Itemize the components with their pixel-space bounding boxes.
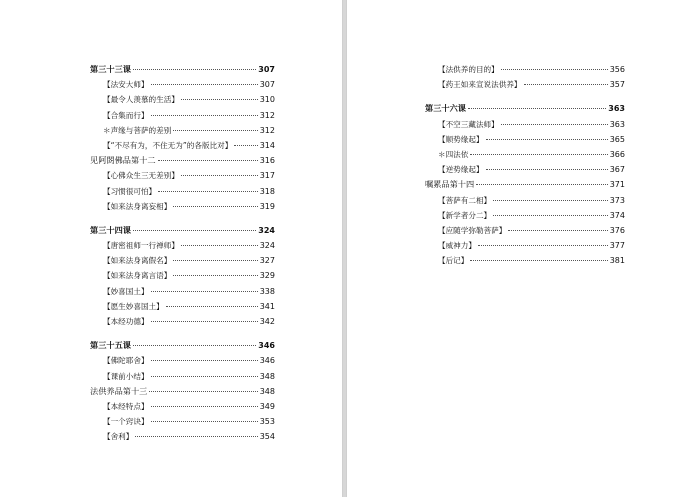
- toc-page-number: 365: [609, 134, 625, 144]
- right-page: [346, 0, 690, 497]
- dot-leader: [151, 376, 258, 377]
- toc-page-number: 356: [609, 65, 625, 74]
- toc-page-number: 318: [259, 186, 275, 196]
- toc-page-number: 353: [259, 417, 275, 427]
- toc-subentry: [90, 429, 275, 444]
- dot-leader: [151, 321, 258, 322]
- toc-entry-title: ＊声缘与菩萨的差别: [103, 125, 172, 135]
- toc-entry-title: 见阿閦佛品第十二: [90, 155, 156, 166]
- toc-subentry: [90, 108, 275, 123]
- toc-list-right: [425, 62, 625, 268]
- toc-entry-title: 【课前小结】: [103, 371, 149, 381]
- dot-leader: [151, 84, 258, 85]
- toc-subentry: [90, 123, 275, 138]
- toc-entry-title: 【不空三藏法师】: [438, 119, 499, 129]
- left-page: [0, 0, 343, 497]
- toc-subentry: [425, 193, 625, 208]
- toc-page-number: 314: [259, 140, 275, 150]
- toc-subentry: [90, 353, 275, 368]
- toc-subentry: [425, 62, 625, 77]
- toc-page-number: 307: [258, 65, 275, 74]
- toc-entry-title: 【法供养的目的】: [438, 65, 499, 74]
- toc-subentry: [90, 314, 275, 329]
- dot-leader: [524, 84, 608, 85]
- dot-leader: [173, 275, 257, 276]
- toc-entry-title: 法供养品第十三: [90, 385, 148, 396]
- dot-leader: [508, 230, 607, 231]
- toc-subentry: [90, 92, 275, 107]
- toc-page-number: 374: [609, 210, 625, 220]
- toc-page-number: 346: [259, 356, 275, 366]
- toc-page-number: 319: [259, 201, 275, 211]
- toc-chapter-entry: [90, 338, 275, 353]
- toc-entry-title: 【法安大师】: [103, 80, 149, 90]
- toc-page-number: 366: [609, 149, 625, 159]
- dot-leader: [470, 260, 607, 261]
- toc-subentry: [90, 399, 275, 414]
- dot-leader: [133, 230, 256, 231]
- toc-entry-title: 【新学者分二】: [438, 210, 492, 220]
- toc-entry-title: 嘱累品第十四: [425, 179, 475, 190]
- toc-entry-title: 【妙喜国土】: [103, 286, 149, 296]
- toc-subentry: [90, 138, 275, 153]
- dot-leader: [470, 154, 607, 155]
- toc-subentry: [90, 369, 275, 384]
- toc-entry-title: 【佛陀耶舍】: [103, 356, 149, 366]
- toc-page-number: 348: [259, 371, 275, 381]
- toc-page-number: 342: [259, 317, 275, 326]
- toc-entry-title: 【顺势缘起】: [438, 134, 484, 144]
- dot-leader: [133, 69, 256, 70]
- toc-subentry: [425, 208, 625, 223]
- dot-leader: [493, 215, 608, 216]
- toc-subentry: [425, 238, 625, 253]
- toc-subentry: [90, 268, 275, 283]
- toc-page-number: 373: [609, 195, 625, 205]
- toc-entry-title: 【本经功德】: [103, 317, 149, 326]
- dot-leader: [476, 184, 608, 185]
- toc-subentry: [425, 223, 625, 238]
- dot-leader: [133, 345, 256, 346]
- dot-leader: [173, 130, 257, 131]
- toc-entry-title: 【逆势缘起】: [438, 165, 484, 175]
- dot-leader: [158, 191, 258, 192]
- toc-chapter-entry: [90, 153, 275, 168]
- toc-entry-title: 【“不尽有为，不住无为”的各版比对】: [103, 140, 233, 150]
- toc-subentry: [90, 77, 275, 92]
- toc-page-number: 376: [609, 225, 625, 235]
- toc-subentry: [425, 117, 625, 132]
- toc-list-left: [90, 62, 275, 445]
- toc-subentry: [90, 299, 275, 314]
- toc-entry-title: 【心佛众生三无差别】: [103, 171, 179, 181]
- toc-entry-title: 【应随学弥勒菩萨】: [438, 225, 507, 235]
- toc-chapter-entry: [90, 62, 275, 77]
- toc-page-number: 349: [259, 401, 275, 411]
- toc-entry-title: 【习惯很可怕】: [103, 186, 157, 196]
- toc-subentry: [90, 253, 275, 268]
- dot-leader: [151, 406, 258, 407]
- dot-leader: [486, 139, 608, 140]
- toc-page-number: 348: [259, 386, 275, 396]
- toc-subentry: [90, 199, 275, 214]
- toc-entry-title: 【如来法身离言语】: [103, 271, 172, 281]
- toc-page-number: 324: [258, 225, 275, 235]
- toc-entry-title: 【如来法身离妄相】: [103, 201, 172, 211]
- dot-leader: [173, 260, 257, 261]
- toc-page-number: 307: [259, 80, 275, 90]
- toc-subentry: [425, 147, 625, 162]
- dot-leader: [173, 206, 257, 207]
- toc-page-number: 341: [259, 301, 275, 311]
- toc-entry-title: 【舍利】: [103, 432, 134, 442]
- toc-page-number: 324: [259, 241, 275, 251]
- toc-entry-title: 【如来法身离假名】: [103, 256, 172, 266]
- toc-subentry: [90, 168, 275, 183]
- toc-page-number: 317: [259, 171, 275, 181]
- toc-entry-title: 【愿生妙喜国土】: [103, 301, 164, 311]
- dot-leader: [478, 245, 608, 246]
- dot-leader: [493, 200, 608, 201]
- toc-entry-title: 【药王如来宣说法供养】: [438, 80, 522, 90]
- toc-entry-title: 【后记】: [438, 256, 469, 266]
- toc-page-number: 354: [259, 432, 275, 442]
- toc-chapter-entry: [425, 101, 625, 116]
- toc-subentry: [90, 414, 275, 429]
- toc-entry-title: ＊四法依: [438, 149, 469, 159]
- toc-entry-title: 【合集而行】: [103, 110, 149, 120]
- toc-entry-title: 【菩萨有二相】: [438, 195, 492, 205]
- dot-leader: [181, 175, 258, 176]
- toc-page-number: 363: [608, 104, 625, 114]
- toc-page-number: 357: [609, 80, 625, 90]
- dot-leader: [135, 436, 257, 437]
- dot-leader: [151, 291, 258, 292]
- toc-page-number: 363: [609, 119, 625, 129]
- dot-leader: [501, 69, 608, 70]
- dot-leader: [166, 306, 258, 307]
- dot-leader: [151, 421, 258, 422]
- toc-subentry: [425, 132, 625, 147]
- dot-leader: [149, 391, 257, 392]
- toc-subentry: [425, 162, 625, 177]
- toc-subentry: [90, 184, 275, 199]
- toc-page-number: 312: [259, 125, 275, 135]
- toc-page-number: 329: [259, 271, 275, 281]
- toc-entry-title: 【一个窍诀】: [103, 417, 149, 427]
- toc-chapter-entry: [90, 223, 275, 238]
- dot-leader: [486, 169, 608, 170]
- toc-entry-title: 【威神力】: [438, 241, 476, 251]
- toc-chapter-entry: [90, 384, 275, 399]
- dot-leader: [234, 145, 257, 146]
- toc-entry-title: 第三十四课: [90, 224, 131, 235]
- dot-leader: [151, 115, 258, 116]
- toc-page-number: 381: [609, 256, 625, 266]
- toc-chapter-entry: [425, 177, 625, 192]
- toc-page-number: 310: [259, 95, 275, 105]
- toc-entry-title: 【本经特点】: [103, 401, 149, 411]
- toc-entry-title: 【最令人羡慕的生活】: [103, 95, 179, 105]
- toc-entry-title: 第三十五课: [90, 340, 131, 351]
- toc-entry-title: 【唐密祖师一行禅师】: [103, 241, 179, 251]
- toc-entry-title: 第三十六课: [425, 103, 466, 114]
- dot-leader: [468, 108, 606, 109]
- toc-page-number: 371: [609, 180, 625, 190]
- toc-page-number: 312: [259, 110, 275, 120]
- toc-subentry: [425, 77, 625, 92]
- dot-leader: [501, 124, 608, 125]
- toc-subentry: [425, 253, 625, 268]
- toc-entry-title: 第三十三课: [90, 64, 131, 74]
- toc-page-number: 377: [609, 241, 625, 251]
- dot-leader: [151, 360, 258, 361]
- toc-page-number: 316: [259, 156, 275, 166]
- dot-leader: [158, 160, 258, 161]
- dot-leader: [181, 245, 258, 246]
- toc-page-number: 367: [609, 165, 625, 175]
- dot-leader: [181, 99, 258, 100]
- toc-page-number: 327: [259, 256, 275, 266]
- toc-page-number: 338: [259, 286, 275, 296]
- toc-subentry: [90, 284, 275, 299]
- toc-subentry: [90, 238, 275, 253]
- toc-page-number: 346: [258, 341, 275, 351]
